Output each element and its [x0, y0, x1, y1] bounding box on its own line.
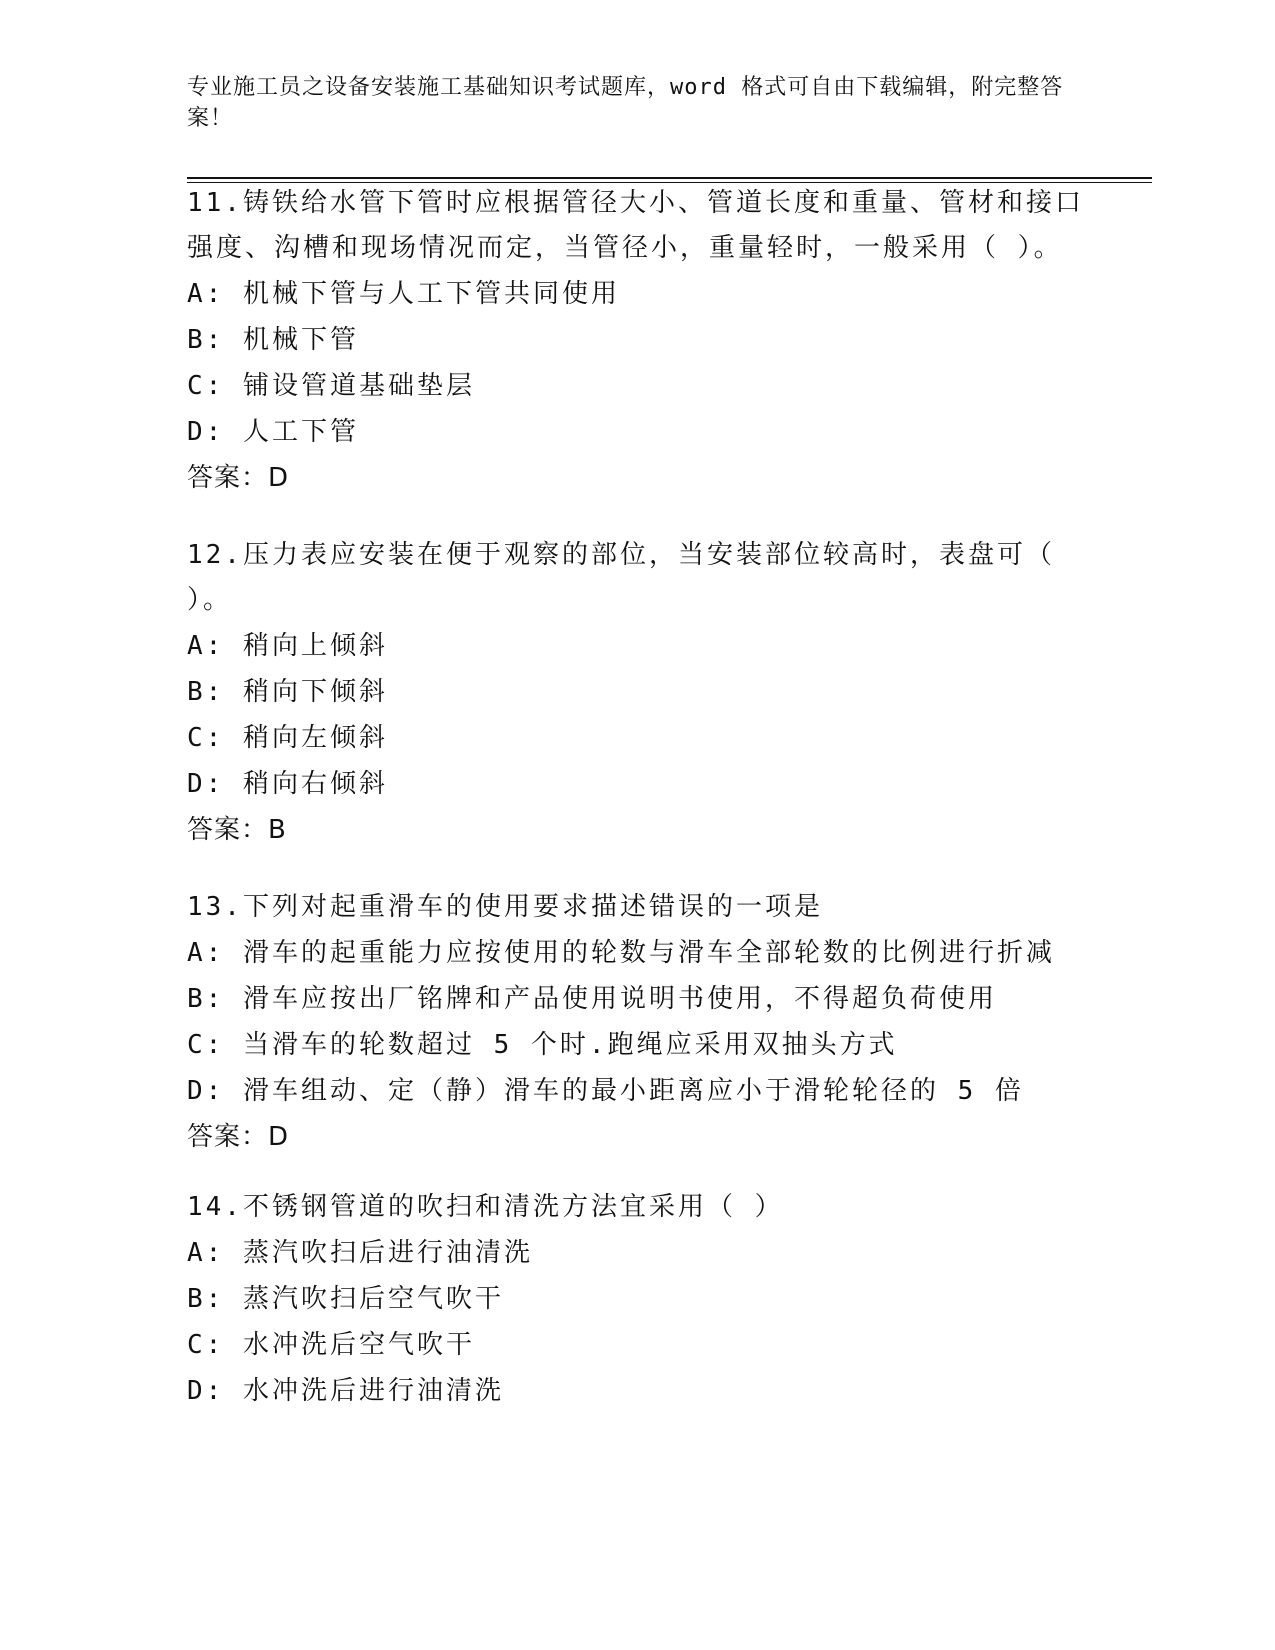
question-text: 13.下列对起重滑车的使用要求描述错误的一项是 [187, 892, 823, 922]
question-text: 12.压力表应安装在便于观察的部位，当安装部位较高时，表盘可（ ）。 [187, 540, 1055, 615]
question-text: 11.铸铁给水管下管时应根据管径大小、管道长度和重量、管材和接口强度、沟槽和现场情况而定，当管径小，重量轻时，一般采用（ ）。 [187, 188, 1084, 263]
option-d: D: 水冲洗后进行油清洗 [187, 1376, 504, 1406]
question-11 [187, 181, 1087, 501]
question-text: 14.不锈钢管道的吹扫和清洗方法宜采用（ ） [187, 1192, 784, 1222]
question-13 [187, 885, 1087, 1160]
answer: 答案：B [187, 815, 287, 845]
option-b: B: 稍向下倾斜 [187, 677, 388, 707]
question-12 [187, 533, 1087, 853]
question-14 [187, 1185, 1087, 1414]
option-b: B: 机械下管 [187, 325, 359, 355]
option-a: A: 稍向上倾斜 [187, 631, 388, 661]
option-a: A: 蒸汽吹扫后进行油清洗 [187, 1238, 533, 1268]
option-d: D: 稍向右倾斜 [187, 769, 388, 799]
option-d: D: 滑车组动、定（静）滑车的最小距离应小于滑轮轮径的 5 倍 [187, 1076, 1024, 1106]
answer: 答案：D [187, 1122, 290, 1152]
option-c: C: 当滑车的轮数超过 5 个时.跑绳应采用双抽头方式 [187, 1030, 898, 1060]
option-d: D: 人工下管 [187, 417, 359, 447]
option-c: C: 水冲洗后空气吹干 [187, 1330, 475, 1360]
option-b: B: 蒸汽吹扫后空气吹干 [187, 1284, 504, 1314]
header-rule-thick [187, 177, 1152, 179]
option-c: C: 铺设管道基础垫层 [187, 371, 475, 401]
option-c: C: 稍向左倾斜 [187, 723, 388, 753]
document-header: 专业施工员之设备安装施工基础知识考试题库，word 格式可自由下载编辑，附完整答案！ [187, 75, 1064, 131]
option-a: A: 滑车的起重能力应按使用的轮数与滑车全部轮数的比例进行折减 [187, 938, 1055, 968]
answer: 答案：D [187, 463, 290, 493]
option-a: A: 机械下管与人工下管共同使用 [187, 279, 620, 309]
option-b: B: 滑车应按出厂铭牌和产品使用说明书使用，不得超负荷使用 [187, 984, 997, 1014]
